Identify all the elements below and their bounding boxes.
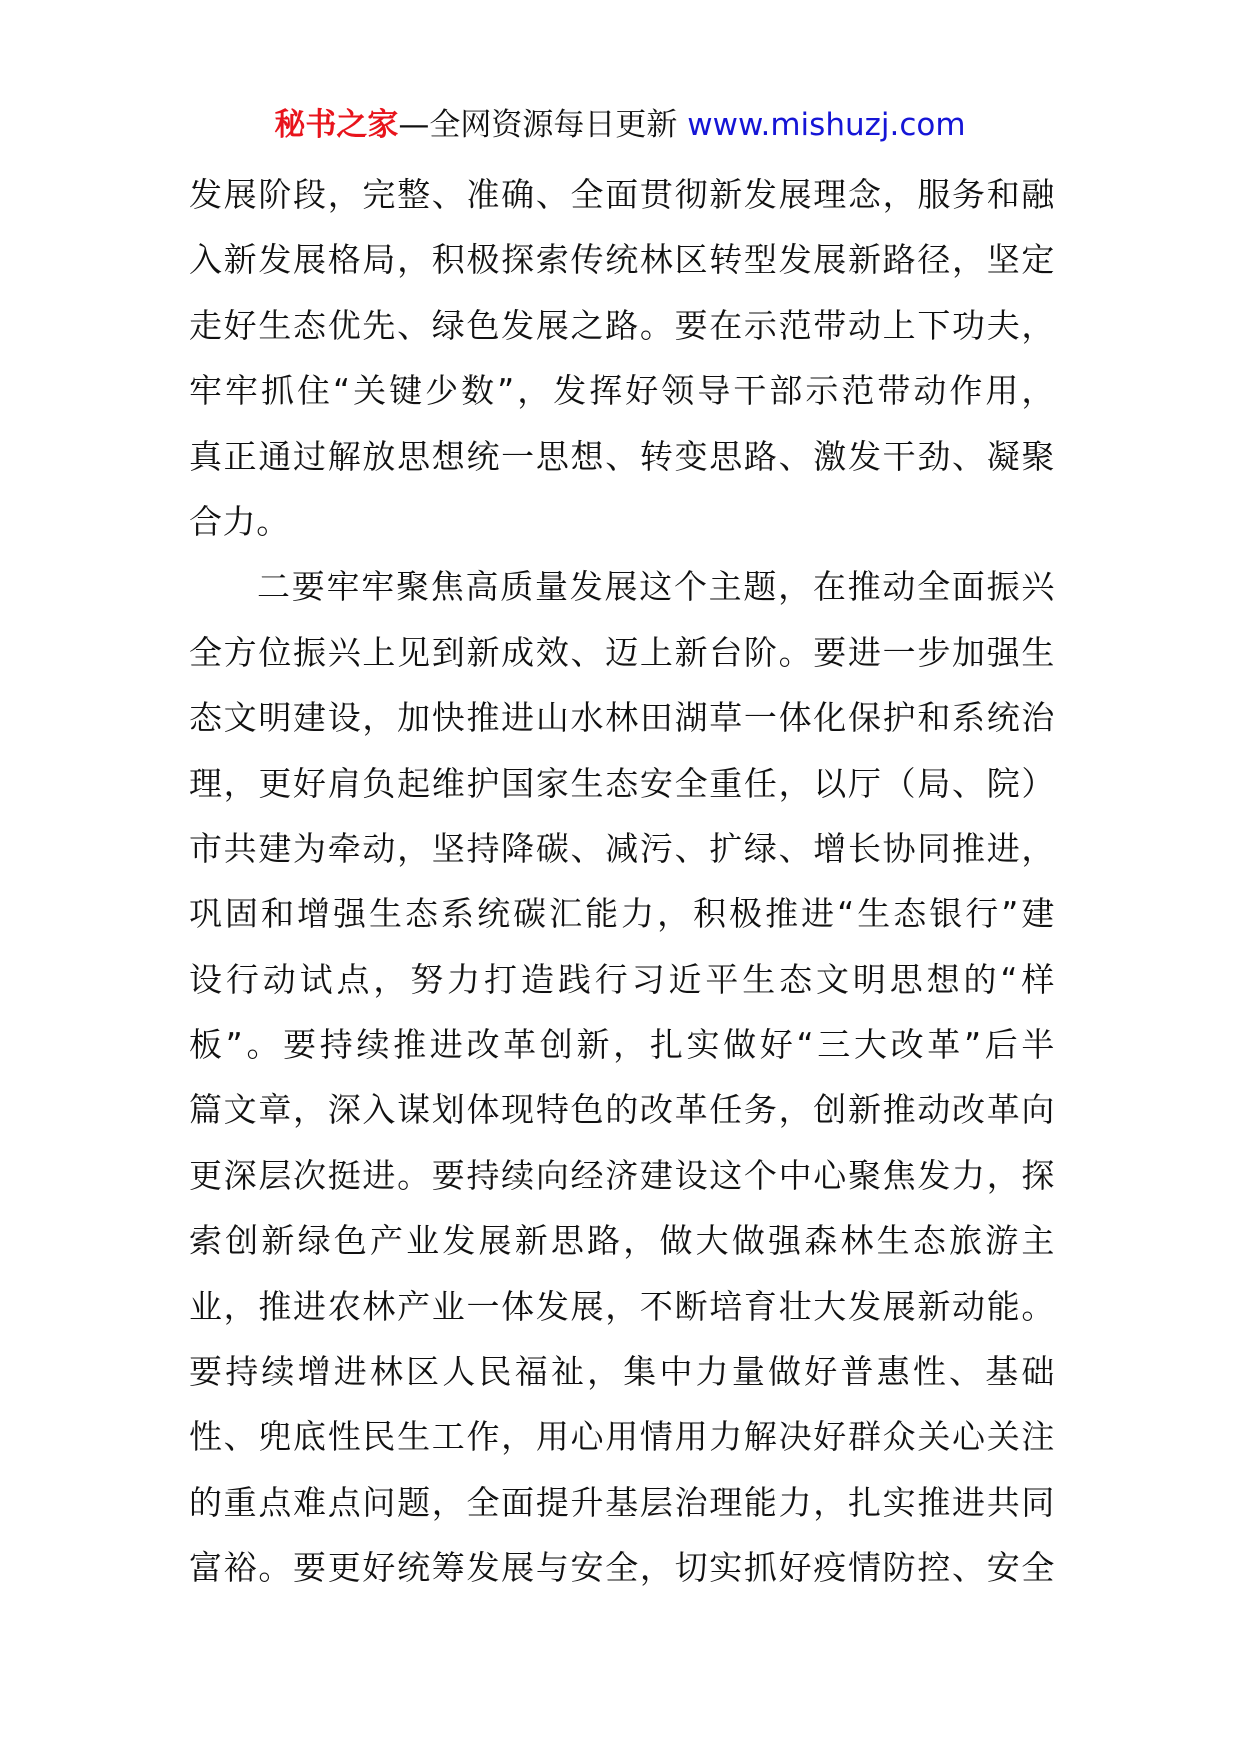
text-line: 富裕。要更好统筹发展与安全，切实抓好疫情防控、安全 — [189, 1548, 1055, 1588]
text-line: 全方位振兴上见到新成效、迈上新台阶。要进一步加强生 — [189, 632, 1055, 672]
text-line: 态文明建设，加快推进山水林田湖草一体化保护和系统治 — [189, 698, 1055, 738]
text-line: 牢牢抓住“关键少数”，发挥好领导干部示范带动作用， — [189, 371, 1055, 411]
text-line: 走好生态优先、绿色发展之路。要在示范带动上下功夫， — [189, 305, 1055, 345]
document-body — [189, 162, 1055, 1601]
page-header — [0, 100, 1240, 150]
text-line: 二要牢牢聚焦高质量发展这个主题，在推动全面振兴 — [257, 567, 1055, 607]
text-line: 市共建为牵动，坚持降碳、减污、扩绿、增长协同推进， — [189, 828, 1055, 868]
text-line: 板”。要持续推进改革创新，扎实做好“三大改革”后半 — [189, 1025, 1055, 1065]
site-brand: 秘书之家 — [274, 107, 399, 143]
text-line: 设行动试点，努力打造践行习近平生态文明思想的“样 — [189, 959, 1055, 999]
text-line: 更深层次挺进。要持续向经济建设这个中心聚焦发力，探 — [189, 1155, 1055, 1195]
text-line: 入新发展格局，积极探索传统林区转型发展新路径，坚定 — [189, 240, 1055, 280]
text-line: 的重点难点问题，全面提升基层治理能力，扎实推进共同 — [189, 1482, 1055, 1522]
text-line: 理，更好肩负起维护国家生态安全重任，以厅（局、院） — [189, 763, 1055, 803]
text-line: 索创新绿色产业发展新思路，做大做强森林生态旅游主 — [189, 1221, 1055, 1261]
site-slogan: —全网资源每日更新 — [398, 107, 678, 143]
text-line: 性、兜底性民生工作，用心用情用力解决好群众关心关注 — [189, 1417, 1055, 1457]
text-line: 要持续增进林区人民福祉，集中力量做好普惠性、基础 — [189, 1352, 1055, 1392]
text-line: 真正通过解放思想统一思想、转变思路、激发干劲、凝聚 — [189, 436, 1055, 476]
text-line: 篇文章，深入谋划体现特色的改革任务，创新推动改革向 — [189, 1090, 1055, 1130]
text-line: 业，推进农林产业一体发展，不断培育壮大发展新动能。 — [189, 1286, 1055, 1326]
site-url-link[interactable]: www.mishuzj.com — [687, 107, 966, 143]
text-line: 合力。 — [189, 501, 290, 541]
text-line: 发展阶段，完整、准确、全面贯彻新发展理念，服务和融 — [189, 175, 1055, 214]
text-line: 巩固和增强生态系统碳汇能力，积极推进“生态银行”建 — [189, 894, 1055, 934]
